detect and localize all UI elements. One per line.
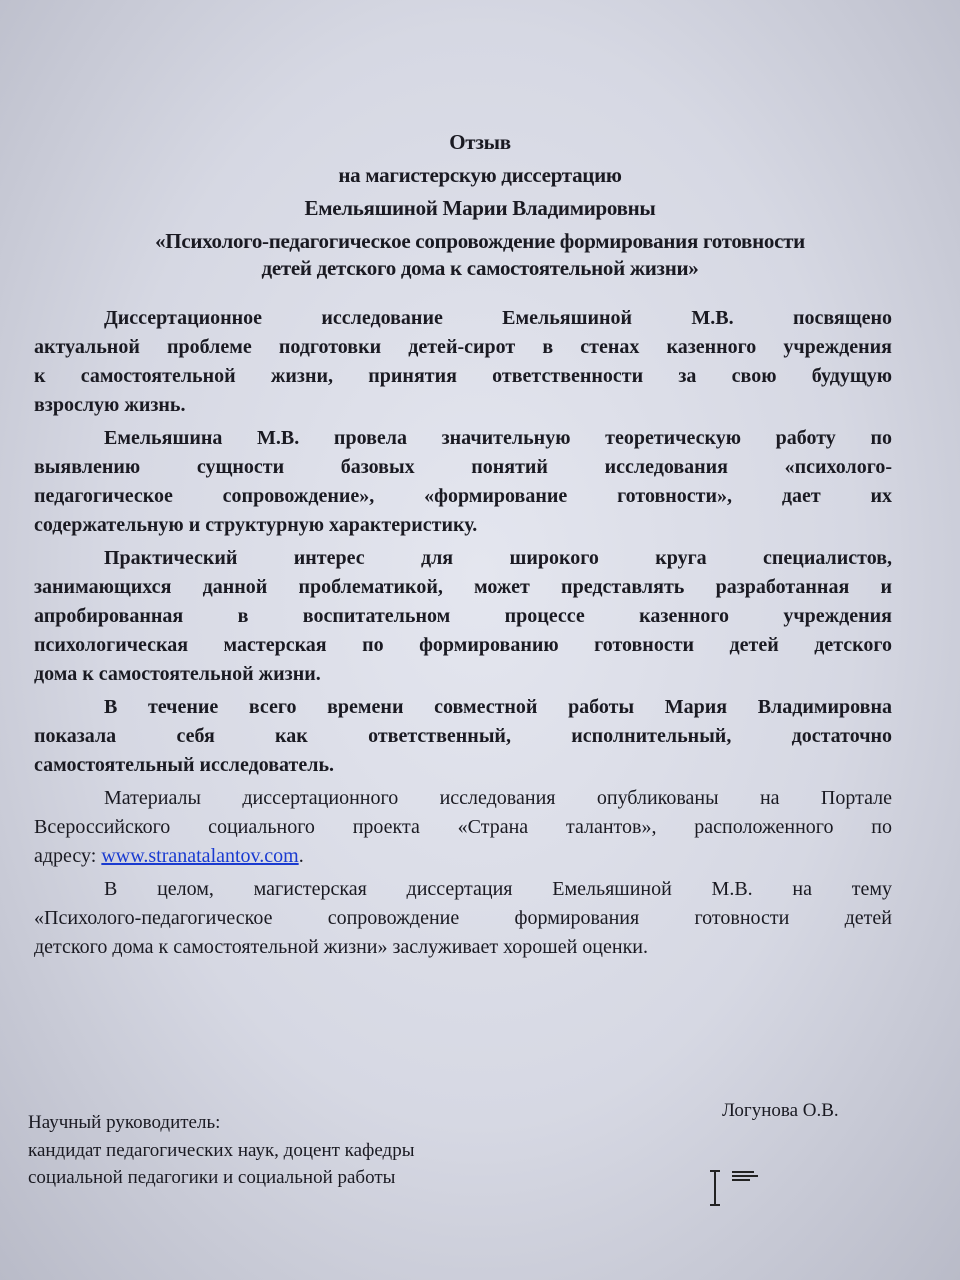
text-line: показала себя как ответственный, исполнительный, достаточно	[34, 725, 892, 747]
text-line: выявлению сущности базовых понятий исследования «психолого-	[34, 456, 892, 478]
text-line: самостоятельный исследователь.	[34, 754, 335, 776]
portal-link[interactable]: www.stranatalantov.com	[101, 845, 299, 867]
signature-department: социальной педагогики и социальной работы	[28, 1167, 396, 1188]
doc-title: Отзыв	[449, 130, 511, 154]
text-line: Всероссийского социального проекта «Страна талантов», расположенного по	[34, 816, 892, 838]
text-line: В целом, магистерская диссертация Емельяшиной М.В. на тему	[104, 878, 892, 900]
text-line: дома к самостоятельной жизни.	[34, 663, 321, 685]
text-line: актуальной проблеме подготовки детей-сирот в стенах казенного учреждения	[34, 336, 892, 358]
text-line: Практический интерес для широкого круга специалистов,	[104, 547, 892, 569]
text-line: «Психолого-педагогическое сопровождение формирования готовности детей	[34, 907, 892, 929]
address-label: адресу:	[34, 845, 102, 867]
paragraph-3	[34, 544, 892, 689]
text-line: к самостоятельной жизни, принятия ответственности за свою будущую	[34, 365, 892, 387]
text-line: занимающихся данной проблематикой, может представлять разработанная и	[34, 576, 892, 598]
paragraph-1	[34, 304, 892, 420]
doc-subtitle: на магистерскую диссертацию	[338, 163, 622, 187]
signature-role: Научный руководитель:	[28, 1112, 221, 1133]
text-line: взрослую жизнь.	[34, 394, 186, 416]
text-line: психологическая мастерская по формированию готовности детей детского	[34, 634, 892, 656]
text-line: Емельяшина М.В. провела значительную теоретическую работу по	[104, 427, 892, 449]
text-line: содержательную и структурную характеристику.	[34, 514, 478, 536]
signature-degree: кандидат педагогических наук, доцент кафедры	[28, 1140, 415, 1161]
thesis-title-line2: детей детского дома к самостоятельной жизни»	[261, 256, 699, 280]
paragraph-align-icon	[732, 1170, 758, 1184]
text-line: В течение всего времени совместной работы Мария Владимировна	[104, 696, 892, 718]
text-line: Диссертационное исследование Емельяшиной М.В. посвящено	[104, 307, 892, 329]
paragraph-4	[34, 693, 892, 780]
text-line: педагогическое сопровождение», «формирование готовности», дает их	[34, 485, 892, 507]
text-line: Материалы диссертационного исследования опубликованы на Портале	[104, 787, 892, 809]
author-name: Емельяшиной Марии Владимировны	[304, 196, 656, 220]
period: .	[298, 845, 304, 867]
signature-name: Логунова О.В.	[722, 1100, 839, 1121]
document-body	[34, 304, 892, 966]
text-line: апробированная в воспитательном процессе казенного учреждения	[34, 605, 892, 627]
paragraph-2	[34, 424, 892, 540]
text-line	[34, 842, 892, 871]
text-cursor-icon	[708, 1170, 722, 1206]
text-line: детского дома к самостоятельной жизни» заслуживает хорошей оценки.	[34, 936, 648, 958]
paragraph-6	[34, 875, 892, 962]
thesis-title-line1: «Психолого-педагогическое сопровождение формирования готовности	[155, 229, 805, 253]
paragraph-5	[34, 784, 892, 871]
